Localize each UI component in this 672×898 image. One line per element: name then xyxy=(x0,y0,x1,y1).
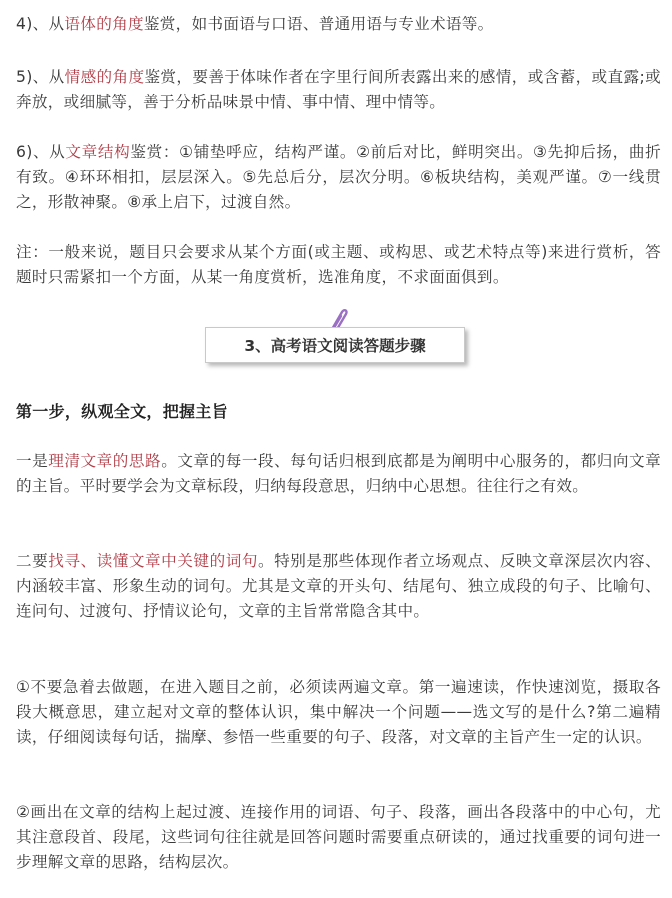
paragraph-structure: 6)、从文章结构鉴赏：①铺垫呼应，结构严谨。②前后对比，鲜明突出。③先抑后扬，曲折有致。④环环相扣，层层深入。⑤先总后分，层次分明。⑥板块结构，美观严谨。⑦一线贯之，形散神聚。⑧承上启下，过渡自然。 xyxy=(16,143,661,211)
highlight-key-sentences: 找寻、读懂文章中关键的词句 xyxy=(48,552,258,570)
highlight-emotion-angle: 情感的角度 xyxy=(64,68,145,86)
list-item-mark-sentences: ②画出在文章的结构上起过渡、连接作用的词语、句子、段落，画出各段落中的中心句，尤其注意段首、段尾，这些词句往往就是回答问题时需要重点研读的，通过找重要的词句进一步理解文章的思路，结构层次。 xyxy=(16,803,661,871)
step1-keywords-paragraph: 二要找寻、读懂文章中关键的词句。特别是那些体现作者立场观点、反映文章深层次内容、内涵较丰富、形象生动的词句。尤其是文章的开头句、结尾句、独立成段的句子、比喻句、连问句、过渡句、抒情议论句，文章的主旨常常隐含其中。 xyxy=(16,552,661,620)
step1-clarify-paragraph: 一是理清文章的思路。文章的每一段、每句话归根到底都是为阐明中心服务的，都归向文章的主旨。平时要学会为文章标段，归纳每段意思，归纳中心思想。往往行之有效。 xyxy=(16,452,661,495)
section-title: 3、高考语文阅读答题步骤 xyxy=(205,327,465,363)
highlight-style-angle: 语体的角度 xyxy=(64,15,144,33)
paragraph-style-angle: 4)、从语体的角度鉴赏，如书面语与口语、普通用语与专业术语等。 xyxy=(16,15,494,33)
section-banner xyxy=(205,305,467,365)
paragraph-emotion-angle: 5)、从情感的角度鉴赏，要善于体味作者在字里行间所表露出来的感情，或含蓄，或直露;或奔放，或细腻等，善于分析品味景中情、事中情、理中情等。 xyxy=(16,68,661,111)
list-item-read-twice: ①不要急着去做题，在进入题目之前，必须读两遍文章。第一遍速读，作快速浏览，摄取各段大概意思，建立起对文章的整体认识，集中解决一个问题——选文写的是什么?第二遍精读，仔细阅读每句话，揣摩、参悟一些重要的句子、段落，对文章的主旨产生一定的认识。 xyxy=(16,678,661,746)
highlight-structure: 文章结构 xyxy=(65,143,131,161)
note-paragraph: 注：一般来说，题目只会要求从某个方面(或主题、或构思、或艺术特点等)来进行赏析，答题时只需紧扣一个方面，从某一角度赏析，选准角度，不求面面俱到。 xyxy=(16,243,661,286)
step1-title: 第一步，纵观全文，把握主旨 xyxy=(16,402,228,421)
highlight-clarify-thinking: 理清文章的思路 xyxy=(48,452,162,470)
